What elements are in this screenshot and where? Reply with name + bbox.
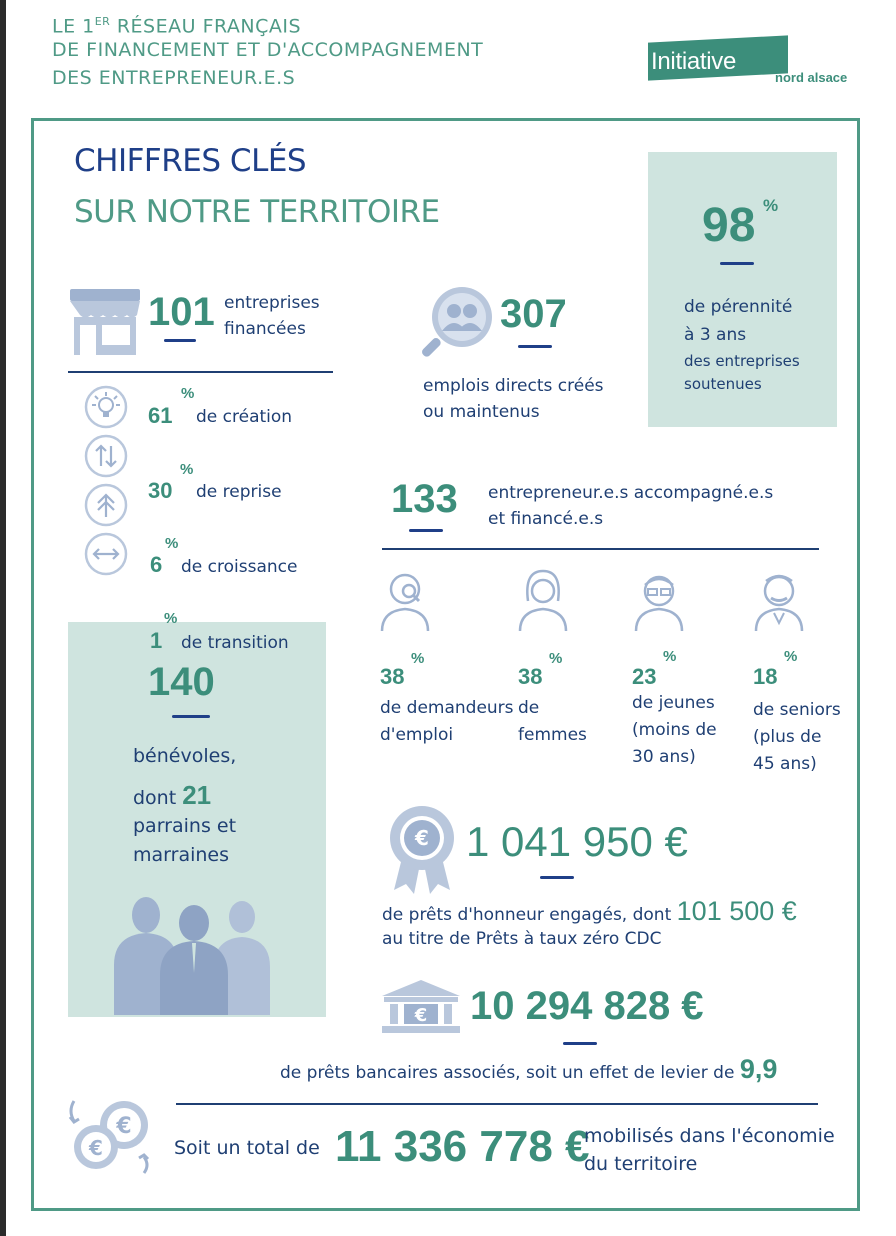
- type-creation-value: 61: [148, 403, 173, 428]
- type-transition-value: 1: [150, 628, 163, 653]
- volunteers-group-icon: [114, 895, 278, 1015]
- profil-seniors-value: 18: [753, 664, 778, 689]
- entreprises-value: 101: [148, 290, 215, 334]
- profil-femmes-line-2: femmes: [518, 725, 587, 745]
- type-transition-unit: %: [164, 610, 178, 627]
- arrow-up-icon: [84, 483, 128, 527]
- profil-demandeurs-line-2: d'emploi: [380, 725, 454, 745]
- profil-jeunes-line-3: 30 ans): [632, 747, 696, 767]
- prets-honneur-dash: [540, 876, 574, 879]
- perennite-line-4: soutenues: [684, 375, 762, 393]
- total-value: 11 336 778 €: [335, 1122, 590, 1171]
- emplois-line-2: ou maintenus: [423, 402, 540, 422]
- profil-demandeurs-unit: %: [411, 650, 425, 667]
- type-croissance-value: 6: [150, 552, 163, 577]
- profil-demandeurs-line-1: de demandeurs: [380, 698, 514, 718]
- benevoles-line-1: bénévoles,: [133, 745, 237, 767]
- perennite-dash: [720, 262, 754, 265]
- svg-text:€: €: [89, 1136, 103, 1160]
- accompagnes-line-1: entrepreneur.e.s accompagné.e.s: [488, 483, 774, 503]
- benevoles-line-2: dont 21: [133, 780, 212, 810]
- type-reprise-value: 30: [148, 478, 173, 503]
- young-man-icon: [630, 567, 688, 633]
- type-croissance-label: de croissance: [181, 557, 298, 577]
- total-pre: Soit un total de: [174, 1137, 320, 1159]
- svg-text:€: €: [414, 1005, 428, 1026]
- perennite-line-3: des entreprises: [684, 352, 800, 370]
- type-creation-label: de création: [196, 407, 293, 427]
- profil-femmes-value: 38: [518, 664, 543, 689]
- svg-text:€: €: [116, 1114, 132, 1139]
- accompagnes-dash: [409, 529, 443, 532]
- shop-icon: [68, 287, 142, 357]
- euro-exchange-icon: [66, 1095, 152, 1177]
- benevoles-line-3: parrains et: [133, 815, 237, 837]
- profil-jeunes-line-1: de jeunes: [632, 693, 715, 713]
- divider-left: [68, 371, 333, 373]
- benevoles-dash: [172, 715, 210, 718]
- entreprises-dash: [164, 339, 196, 342]
- svg-text:€: €: [415, 826, 429, 850]
- logo-main-text: Initiative: [651, 48, 737, 75]
- logo-sub-text: nord alsace: [775, 70, 848, 85]
- perennite-unit: %: [763, 196, 779, 215]
- benevoles-value: 140: [148, 660, 215, 704]
- woman-icon: [514, 567, 572, 633]
- euro-medal-icon: [384, 804, 460, 894]
- prets-bancaires-dash: [563, 1042, 597, 1045]
- profil-jeunes-line-2: (moins de: [632, 720, 717, 740]
- emplois-line-1: emplois directs créés: [423, 376, 604, 396]
- profil-seniors-line-3: 45 ans): [753, 754, 817, 774]
- magnifier-people-icon: [414, 283, 498, 363]
- benevoles-line-4: marraines: [133, 844, 229, 866]
- prets-honneur-value: 1 041 950 €: [466, 818, 688, 865]
- arrows-updown-icon: [84, 434, 128, 478]
- type-creation-unit: %: [181, 385, 195, 402]
- arrows-leftright-icon: [84, 532, 128, 576]
- job-seeker-icon: [378, 567, 436, 633]
- divider-right: [382, 548, 819, 550]
- tagline-line-3: DES ENTREPRENEUR.E.S: [52, 67, 296, 89]
- profil-femmes-unit: %: [549, 650, 563, 667]
- title-line-2: SUR NOTRE TERRITOIRE: [74, 194, 440, 230]
- type-reprise-label: de reprise: [196, 482, 282, 502]
- title-line-1: CHIFFRES CLÉS: [74, 143, 307, 179]
- profil-seniors-line-2: (plus de: [753, 727, 822, 747]
- lightbulb-icon: [84, 385, 128, 429]
- profil-jeunes-unit: %: [663, 648, 677, 665]
- senior-icon: [750, 567, 808, 633]
- entreprises-line-2: financées: [224, 319, 306, 339]
- tagline-line-2: DE FINANCEMENT ET D'ACCOMPAGNEMENT: [52, 39, 484, 61]
- type-transition-label: de transition: [181, 633, 289, 653]
- emplois-value: 307: [500, 292, 567, 336]
- accompagnes-line-2: et financé.e.s: [488, 509, 604, 529]
- prets-honneur-line-2: au titre de Prêts à taux zéro CDC: [382, 929, 662, 949]
- profil-seniors-unit: %: [784, 648, 798, 665]
- perennite-line-2: à 3 ans: [684, 325, 747, 345]
- profil-demandeurs-value: 38: [380, 664, 405, 689]
- tagline-line-1: LE 1ER RÉSEAU FRANÇAIS: [52, 15, 302, 38]
- prets-honneur-line-1: de prêts d'honneur engagés, dont 101 500 €: [382, 896, 797, 926]
- window-edge: [0, 0, 6, 1236]
- entreprises-line-1: entreprises: [224, 293, 320, 313]
- type-reprise-unit: %: [180, 461, 194, 478]
- divider-bottom: [176, 1103, 818, 1105]
- prets-bancaires-value: 10 294 828 €: [470, 984, 704, 1028]
- emplois-dash: [518, 345, 552, 348]
- perennite-line-1: de pérennité: [684, 297, 793, 317]
- bank-icon: [380, 978, 462, 1034]
- profil-jeunes-value: 23: [632, 664, 657, 689]
- profil-seniors-line-1: de seniors: [753, 700, 841, 720]
- type-croissance-unit: %: [165, 535, 179, 552]
- total-line-2: du territoire: [584, 1153, 698, 1175]
- total-line-1: mobilisés dans l'économie: [584, 1125, 835, 1147]
- accompagnes-value: 133: [391, 477, 458, 521]
- perennite-value: 98: [702, 199, 756, 252]
- prets-bancaires-line-1: de prêts bancaires associés, soit un effet de levier de 9,9: [280, 1054, 778, 1084]
- profil-femmes-line-1: de: [518, 698, 540, 718]
